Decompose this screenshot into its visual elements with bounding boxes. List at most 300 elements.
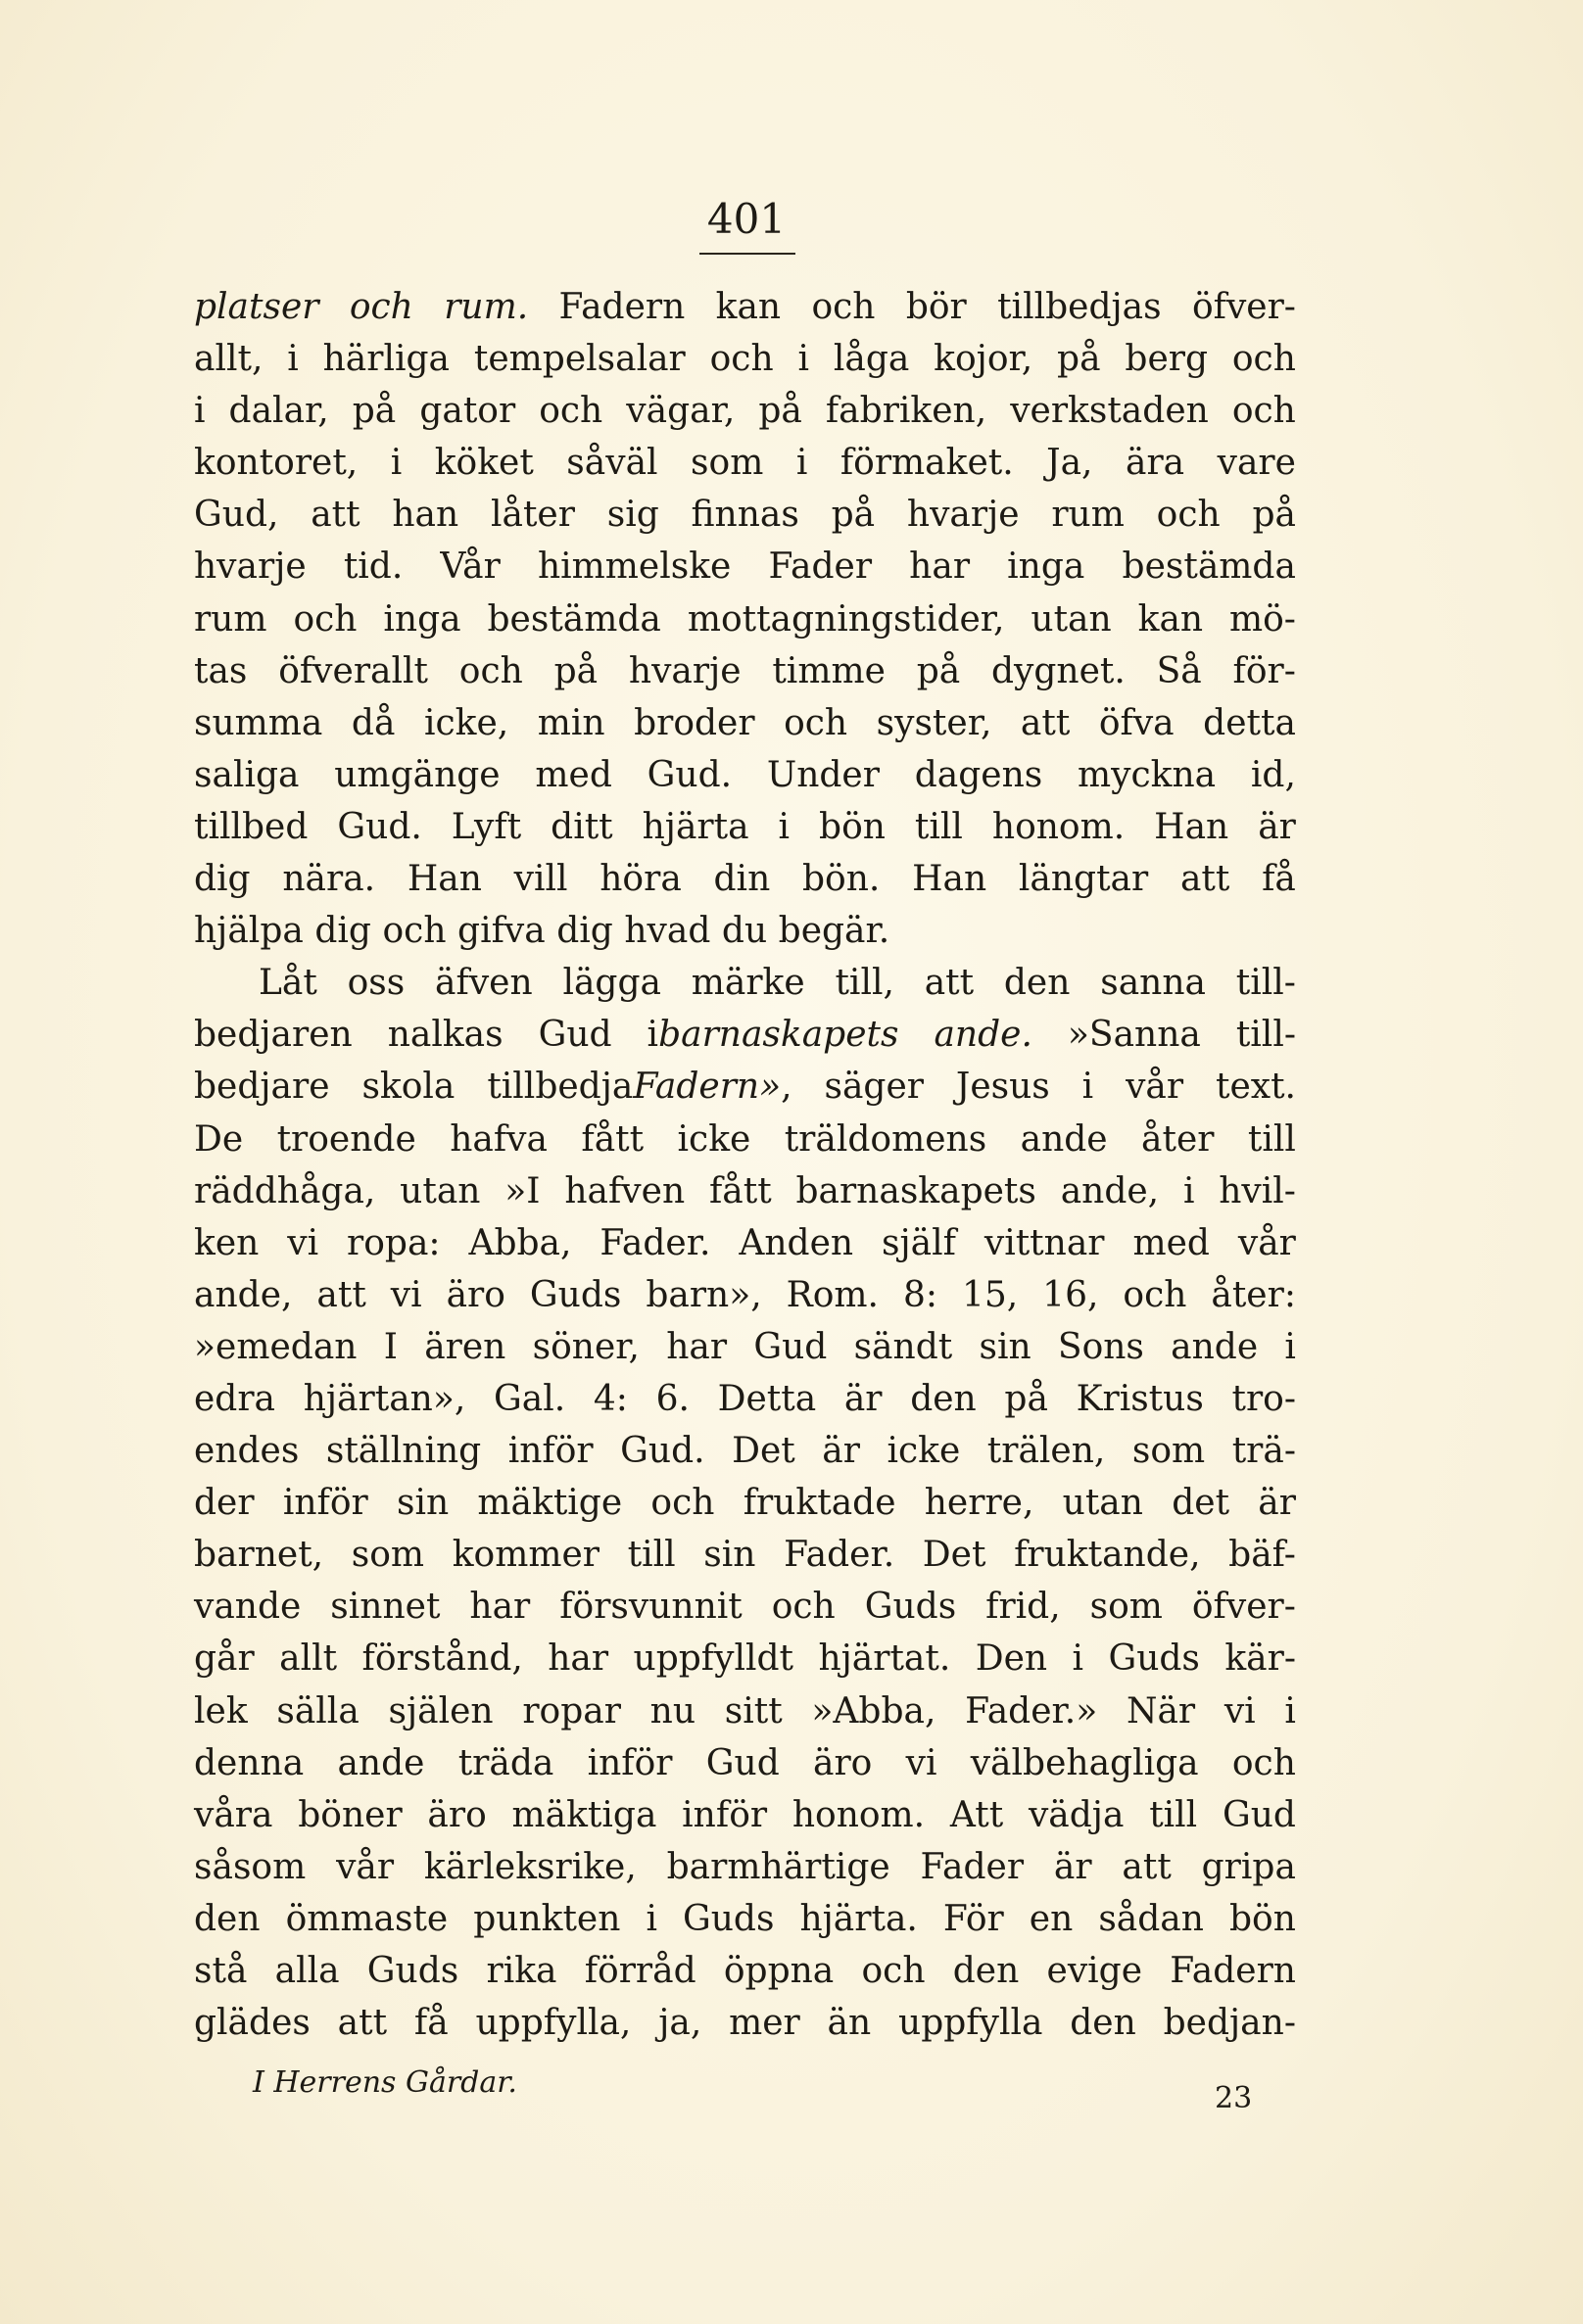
word: bedjan- — [1163, 2003, 1296, 2044]
word: sitt — [724, 1690, 783, 1731]
word: som — [351, 1535, 425, 1576]
word: sinnet — [330, 1587, 441, 1628]
word: äro — [446, 1274, 505, 1315]
word: på — [1252, 495, 1296, 536]
word: allt, — [194, 339, 264, 380]
word: inga — [383, 598, 461, 640]
word: bäf- — [1228, 1535, 1296, 1576]
word: saliga — [194, 754, 300, 795]
word: uppfylla, — [475, 2003, 632, 2044]
word: skola — [361, 1067, 456, 1108]
word: att — [316, 1274, 366, 1315]
word: i — [1284, 1326, 1296, 1367]
word: höra — [600, 859, 682, 900]
word: rum — [194, 598, 267, 640]
word: tro- — [1231, 1378, 1296, 1419]
word: utan — [400, 1170, 481, 1211]
word: allt — [279, 1638, 338, 1680]
word: än — [827, 2003, 872, 2044]
word: sin — [703, 1535, 756, 1576]
word: Sons — [1057, 1326, 1144, 1367]
text-line — [194, 1997, 1296, 2049]
word: och — [784, 702, 848, 743]
text-line — [194, 697, 1296, 749]
text-line — [194, 593, 1296, 645]
footer-title: I Herrens Gårdar. — [253, 2065, 517, 2100]
word: att — [1179, 859, 1230, 900]
word: ande, — [1060, 1170, 1160, 1211]
word: ären — [424, 1326, 506, 1367]
word: Det — [922, 1535, 986, 1576]
word: kan — [1137, 598, 1204, 640]
word: han — [392, 495, 459, 536]
text-line — [194, 1945, 1296, 1997]
word: syster, — [876, 702, 992, 743]
word: nalkas — [387, 1015, 504, 1056]
text-line — [194, 1269, 1296, 1321]
word: söner, — [532, 1326, 640, 1367]
word: inför — [587, 1742, 673, 1783]
word: bön — [819, 806, 886, 847]
word: den — [952, 1951, 1020, 1991]
text-line — [194, 1061, 1296, 1113]
word: »I — [504, 1170, 541, 1211]
word: dig — [314, 911, 371, 952]
word: sig — [606, 495, 659, 536]
word: ibarnaskapets — [647, 1015, 899, 1056]
word: och — [811, 287, 876, 327]
word: endes — [194, 1431, 300, 1472]
word: 16, — [1042, 1274, 1099, 1315]
text-line — [194, 1373, 1296, 1425]
word: och — [650, 1483, 715, 1524]
word: lek — [194, 1690, 248, 1731]
text-line — [194, 1529, 1296, 1581]
word: Gud. — [620, 1431, 705, 1472]
text-line — [194, 1581, 1296, 1633]
text-line — [194, 489, 1296, 541]
word: 6. — [655, 1378, 690, 1419]
word: inför — [682, 1794, 768, 1835]
text-line — [194, 1789, 1296, 1841]
word: Fadern — [558, 287, 686, 327]
word: Gud — [1222, 1794, 1296, 1835]
word: hvad — [624, 911, 711, 952]
word: ropa: — [347, 1222, 441, 1263]
word: Han — [912, 859, 987, 900]
word: och — [1231, 339, 1296, 380]
word: ropar — [522, 1690, 621, 1731]
word: När — [1126, 1690, 1196, 1731]
word: fruktade — [743, 1483, 896, 1524]
word: himmelske — [537, 546, 732, 588]
word: inför — [507, 1431, 594, 1472]
word: stå — [194, 1951, 248, 1991]
word: hjärtan», — [303, 1378, 466, 1419]
word: själen — [388, 1690, 494, 1731]
word: äro — [427, 1794, 487, 1835]
word: oss — [347, 963, 406, 1004]
word: broder — [634, 702, 755, 743]
word: hafva — [450, 1118, 548, 1160]
word: Guds — [682, 1898, 775, 1939]
text-line — [194, 1321, 1296, 1373]
word: till- — [1235, 963, 1296, 1004]
text-line — [194, 749, 1296, 801]
word: Fadern — [1170, 1951, 1296, 1991]
word: denna — [194, 1742, 305, 1783]
word: tas — [194, 650, 248, 691]
word: låter — [490, 495, 575, 536]
word: i — [778, 806, 791, 847]
word: förmaket. — [839, 443, 1014, 484]
word: icke — [887, 1431, 961, 1472]
word: hjärtat. — [818, 1638, 951, 1680]
word: Han — [407, 859, 482, 900]
word: vägar, — [626, 391, 736, 432]
word: räddhåga, — [194, 1170, 376, 1211]
word: har — [469, 1587, 531, 1628]
word: inför — [282, 1483, 368, 1524]
word: öfverallt — [278, 650, 428, 691]
word: De — [194, 1118, 244, 1160]
word: och — [458, 650, 523, 691]
word: såsom — [194, 1846, 307, 1887]
word: Så — [1156, 650, 1202, 691]
word: 4: — [593, 1378, 628, 1419]
word: hvarje — [906, 495, 1020, 536]
word: kommer — [452, 1535, 600, 1576]
text-line — [194, 1009, 1296, 1061]
word: mäktige — [477, 1483, 623, 1524]
word: som — [1089, 1587, 1163, 1628]
word: äro — [813, 1742, 873, 1783]
word: till — [914, 806, 963, 847]
word: att — [1020, 702, 1071, 743]
word: öfver- — [1191, 287, 1296, 327]
word: »Sanna — [1067, 1015, 1201, 1056]
word: i — [646, 1898, 657, 1939]
word: finnas — [691, 495, 799, 536]
word: Abba, — [468, 1222, 572, 1263]
word: kojor, — [934, 339, 1033, 380]
word: försvunnit — [559, 1587, 743, 1628]
word: och — [1231, 1742, 1296, 1783]
word: och — [771, 1587, 836, 1628]
word: frid, — [985, 1587, 1061, 1628]
word: ande — [337, 1742, 425, 1783]
word: kan — [715, 287, 782, 327]
word: kärleksrike, — [423, 1846, 637, 1887]
text-line — [194, 281, 1296, 333]
word: mö- — [1229, 598, 1296, 640]
word: säger — [824, 1067, 924, 1108]
word: gator — [419, 391, 516, 432]
word: honom. — [792, 1794, 926, 1835]
signature-mark: 23 — [1215, 2081, 1253, 2115]
word: lägga — [562, 963, 661, 1004]
word: till, — [835, 963, 894, 1004]
word: längtar — [1018, 859, 1149, 900]
text-line — [194, 1633, 1296, 1684]
word: Fader. — [784, 1535, 895, 1576]
word: kär- — [1224, 1638, 1296, 1680]
word: träldomens — [784, 1118, 987, 1160]
word: Fader.» — [965, 1690, 1098, 1731]
word: hjärta. — [799, 1898, 918, 1939]
word: rum — [1051, 495, 1125, 536]
word: vår — [1237, 1222, 1296, 1263]
word: på — [553, 650, 599, 691]
page-number: 401 — [706, 195, 787, 243]
text-line — [194, 1477, 1296, 1529]
word: Rom. — [786, 1274, 879, 1315]
word: bedjaren — [194, 1015, 353, 1056]
word: och — [861, 1951, 926, 1991]
body-text — [194, 281, 1296, 2049]
word: vill — [513, 859, 568, 900]
word: verkstaden — [1010, 391, 1209, 432]
word: uppfylla — [898, 2003, 1043, 2044]
word: och — [349, 287, 413, 327]
word: Guds — [529, 1274, 622, 1315]
text-line — [194, 1737, 1296, 1789]
word: vittnar — [983, 1222, 1105, 1263]
word: barmhärtige — [666, 1846, 890, 1887]
word: ja, — [658, 2003, 702, 2044]
word: vår — [1126, 1067, 1184, 1108]
word: Lyft — [451, 806, 522, 847]
word: trä- — [1231, 1431, 1296, 1472]
word: Att — [949, 1794, 1004, 1835]
word: själf — [882, 1222, 956, 1263]
word: att — [1122, 1846, 1172, 1887]
word: sådan — [1098, 1898, 1204, 1939]
word: ande — [1020, 1118, 1108, 1160]
word: den — [1070, 2003, 1136, 2044]
word: det — [1172, 1483, 1230, 1524]
word: Gud. — [647, 754, 733, 795]
word: summa — [194, 702, 323, 743]
word: Guds — [366, 1951, 459, 1991]
word: vädja — [1028, 1794, 1125, 1835]
word: tillbedjas — [997, 287, 1162, 327]
word: öfver- — [1191, 1587, 1296, 1628]
page-number-rule — [699, 253, 795, 255]
word: våra — [194, 1794, 273, 1835]
word: till — [1247, 1118, 1296, 1160]
word: min — [537, 702, 605, 743]
word: evige — [1046, 1951, 1143, 1991]
word: Guds — [1108, 1638, 1200, 1680]
word: der — [194, 1483, 255, 1524]
word: Under — [766, 754, 880, 795]
word: ömmaste — [285, 1898, 449, 1939]
word: vi — [1223, 1690, 1256, 1731]
word: Den — [975, 1638, 1048, 1680]
word: sälla — [276, 1690, 360, 1731]
word: Jesus — [955, 1067, 1050, 1108]
word: tempelsalar — [473, 339, 686, 380]
word: med — [1132, 1222, 1210, 1263]
word: Fader — [920, 1846, 1025, 1887]
word: umgänge — [334, 754, 501, 795]
word: sin — [979, 1326, 1031, 1367]
text-line — [194, 1841, 1296, 1893]
word: köket — [434, 443, 534, 484]
word: den — [194, 1898, 261, 1939]
word: i — [1081, 1067, 1094, 1108]
word: och — [1156, 495, 1221, 536]
word: åter — [1141, 1118, 1215, 1160]
word: tid. — [343, 546, 404, 588]
word: berg — [1125, 339, 1209, 380]
word: att — [924, 963, 975, 1004]
text-line — [194, 1425, 1296, 1477]
word: bön — [1228, 1898, 1296, 1939]
word: att — [337, 2003, 388, 2044]
word: ditt — [551, 806, 613, 847]
word: fått — [581, 1118, 645, 1160]
text-line — [194, 1685, 1296, 1737]
word: till — [627, 1535, 676, 1576]
word: äfven — [435, 963, 533, 1004]
word: 15, — [961, 1274, 1019, 1315]
word: »emedan — [194, 1326, 358, 1367]
text-line — [194, 385, 1296, 437]
word: har — [666, 1326, 728, 1367]
word: vi — [287, 1222, 319, 1263]
word: ande — [1171, 1326, 1259, 1367]
word: för- — [1232, 650, 1296, 691]
word: vi — [390, 1274, 422, 1315]
word: utan — [1062, 1483, 1143, 1524]
word: bestämda — [487, 598, 661, 640]
text-line — [194, 905, 1296, 957]
word: som — [691, 443, 764, 484]
word: till — [1149, 1794, 1198, 1835]
word: icke — [677, 1118, 751, 1160]
word: är — [822, 1431, 860, 1472]
word: platser — [194, 287, 319, 327]
word: är — [1258, 1483, 1296, 1524]
word: i — [797, 339, 809, 380]
word: sin — [396, 1483, 450, 1524]
word: märke — [691, 963, 805, 1004]
word: fruktande, — [1014, 1535, 1201, 1576]
word: dagens — [914, 754, 1043, 795]
word: tillbedjaFadern», — [487, 1067, 792, 1108]
word: hvarje — [628, 650, 742, 691]
word: ära — [1125, 443, 1185, 484]
word: myckna — [1078, 754, 1217, 795]
word: »Abba, — [811, 1690, 936, 1731]
word: mäktiga — [511, 1794, 657, 1835]
word: I — [383, 1326, 398, 1367]
word: förråd — [584, 1951, 696, 1991]
word: i — [1182, 1170, 1195, 1211]
word: träda — [457, 1742, 554, 1783]
word: trälen, — [986, 1431, 1106, 1472]
word: Det — [732, 1431, 795, 1472]
word: Låt — [259, 963, 317, 1004]
word: i — [1072, 1638, 1084, 1680]
word: och — [709, 339, 774, 380]
word: vi — [905, 1742, 937, 1783]
word: inga — [1007, 546, 1085, 588]
word: och — [1231, 391, 1296, 432]
word: rika — [486, 1951, 557, 1991]
word: Gud — [538, 1015, 612, 1056]
word: kontoret, — [194, 443, 359, 484]
word: id, — [1250, 754, 1296, 795]
word: hafven — [564, 1170, 686, 1211]
word: punkten — [473, 1898, 621, 1939]
text-line — [194, 801, 1296, 853]
word: Gud, — [194, 495, 279, 536]
word: går — [194, 1638, 255, 1680]
word: timme — [772, 650, 886, 691]
word: du — [721, 911, 768, 952]
text-line — [194, 1165, 1296, 1217]
word: barnet, — [194, 1535, 324, 1576]
text-line — [194, 853, 1296, 905]
word: såväl — [566, 443, 658, 484]
word: nära. — [282, 859, 376, 900]
word: mottagningstider, — [687, 598, 1005, 640]
text-line — [194, 1114, 1296, 1165]
word: böner — [298, 1794, 403, 1835]
word: Vår — [440, 546, 501, 588]
word: vår — [336, 1846, 395, 1887]
word: den — [910, 1378, 977, 1419]
word: har — [909, 546, 971, 588]
word: För — [942, 1898, 1004, 1939]
text-line — [194, 541, 1296, 593]
word: begär. — [778, 911, 890, 952]
word: herre, — [924, 1483, 1034, 1524]
word: ställning — [325, 1431, 482, 1472]
word: i — [390, 443, 403, 484]
word: åter: — [1211, 1274, 1296, 1315]
word: välbehagliga — [970, 1742, 1199, 1783]
word: i — [795, 443, 808, 484]
word: på — [352, 391, 397, 432]
word: ande, — [194, 1274, 293, 1315]
word: gripa — [1201, 1846, 1296, 1887]
word: Detta — [717, 1378, 817, 1419]
text-line — [194, 437, 1296, 489]
word: Gal. — [493, 1378, 566, 1419]
word: icke, — [423, 702, 509, 743]
word: och — [539, 391, 603, 432]
word: på — [916, 650, 961, 691]
word: och — [382, 911, 447, 952]
word: Ja, — [1046, 443, 1093, 484]
word: alla — [274, 1951, 340, 1991]
word: ken — [194, 1222, 260, 1263]
word: Anden — [739, 1222, 854, 1263]
word: detta — [1203, 702, 1296, 743]
word: Guds — [864, 1587, 957, 1628]
word: dig — [556, 911, 613, 952]
word: barn», — [646, 1274, 762, 1315]
word: dygnet. — [990, 650, 1126, 691]
word: din — [713, 859, 771, 900]
word: den — [1003, 963, 1071, 1004]
word: barnaskapets — [795, 1170, 1036, 1211]
word: hjälpa — [194, 911, 304, 952]
